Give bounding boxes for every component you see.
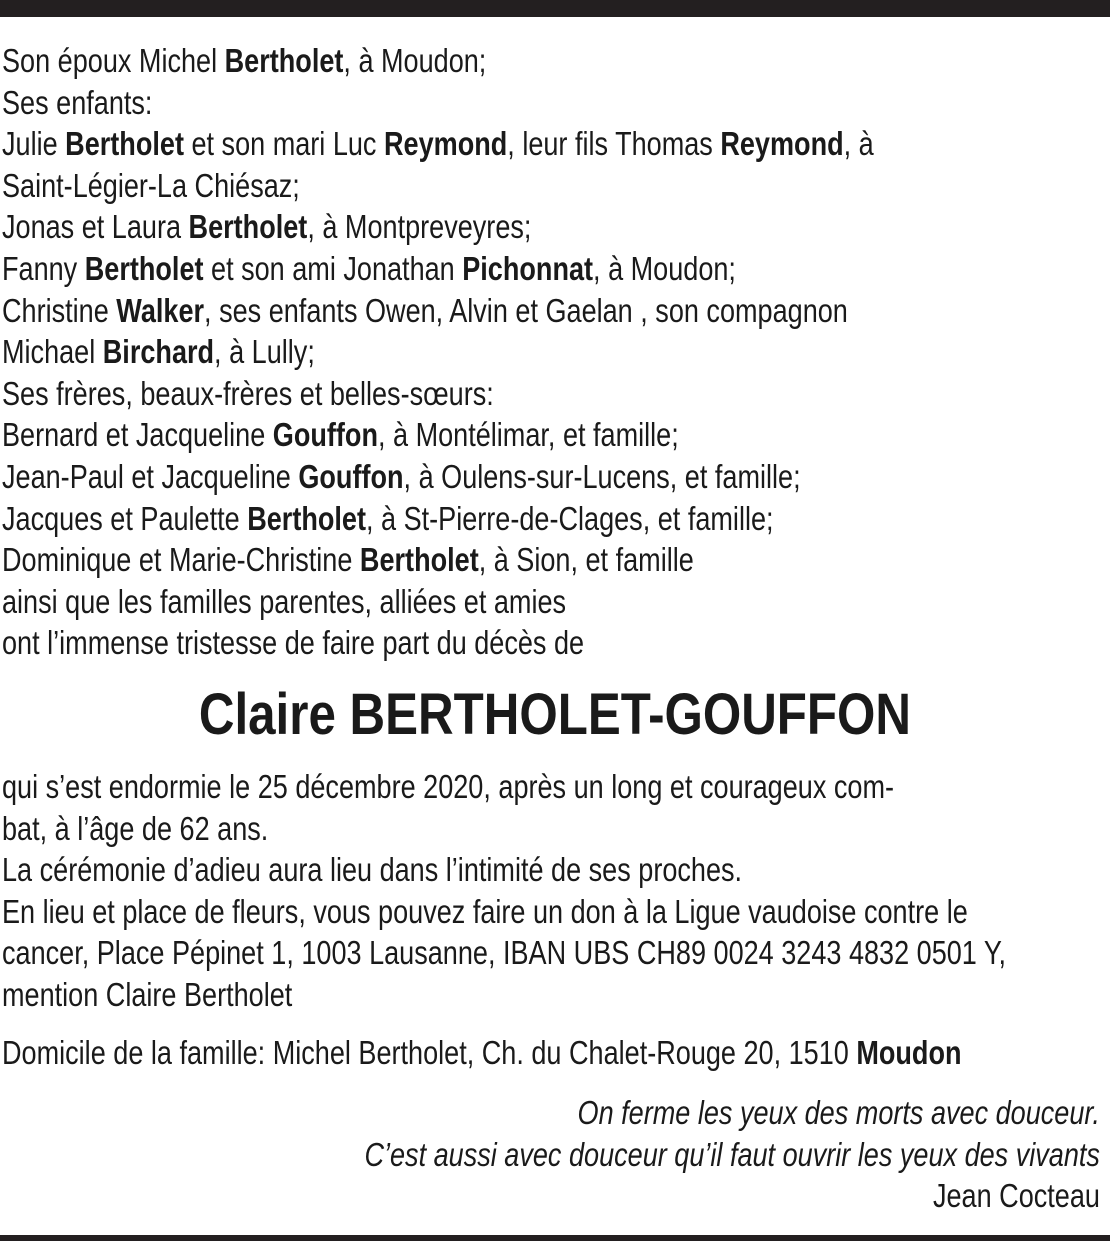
family-domicile: Domicile de la famille: Michel Bertholet, Ch. du Chalet-Rouge 20, 1510 Moudon [2, 1034, 962, 1071]
family-line: Julie Bertholet et son mari Luc Reymond, leur fils Thomas Reymond, à [2, 125, 874, 163]
family-list [2, 40, 1100, 664]
family-line: ainsi que les familles parentes, alliées et amies [2, 582, 567, 620]
family-line: Son époux Michel Bertholet, à Moudon; [2, 42, 487, 79]
details-line: bat, à l’âge de 62 ans. [2, 809, 269, 847]
family-line: Jonas et Laura Bertholet, à Montpreveyres; [2, 208, 532, 246]
details-text [2, 766, 1100, 1016]
family-line: Fanny Bertholet et son ami Jonathan Pichonnat, à Moudon; [2, 249, 736, 287]
details-line: La cérémonie d’adieu aura lieu dans l’intimité de ses proches. [2, 851, 743, 889]
family-line: Michael Birchard, à Lully; [2, 333, 315, 371]
quote-author: Jean Cocteau [933, 1177, 1100, 1215]
bottom-rule [0, 1235, 1110, 1241]
family-line: Ses enfants: [2, 83, 153, 121]
family-line: Ses frères, beaux-frères et belles-sœurs: [2, 374, 494, 412]
quote-line: On ferme les yeux des morts avec douceur. [577, 1094, 1100, 1131]
closing-quote [365, 1092, 1100, 1217]
top-rule [0, 0, 1110, 17]
family-line: Christine Walker, ses enfants Owen, Alvin et Gaelan , son compagnon [2, 291, 848, 329]
family-line: Bernard et Jacqueline Gouffon, à Montélimar, et famille; [2, 416, 679, 454]
family-line: Jean-Paul et Jacqueline Gouffon, à Oulens-sur-Lucens, et famille; [2, 457, 801, 495]
deceased-name: Claire BERTHOLET-GOUFFON [198, 682, 912, 747]
domicile-city: Moudon [856, 1034, 962, 1071]
details-line: cancer, Place Pépinet 1, 1003 Lausanne, IBAN UBS CH89 0024 3243 4832 0501 Y, [2, 934, 1006, 972]
quote-line: C’est aussi avec douceur qu’il faut ouvrir les yeux des vivants [364, 1135, 1100, 1173]
family-line: Dominique et Marie-Christine Bertholet, à Sion, et famille [2, 541, 694, 579]
details-line: En lieu et place de fleurs, vous pouvez faire un don à la Ligue vaudoise contre le [2, 892, 968, 930]
family-line: Jacques et Paulette Bertholet, à St-Pierre-de-Clages, et famille; [2, 499, 774, 537]
family-line: ont l’immense tristesse de faire part du décès de [2, 624, 585, 662]
family-line: Saint-Légier-La Chiésaz; [2, 166, 300, 204]
details-line: qui s’est endormie le 25 décembre 2020, après un long et courageux com- [2, 768, 895, 805]
details-line: mention Claire Bertholet [2, 975, 293, 1013]
